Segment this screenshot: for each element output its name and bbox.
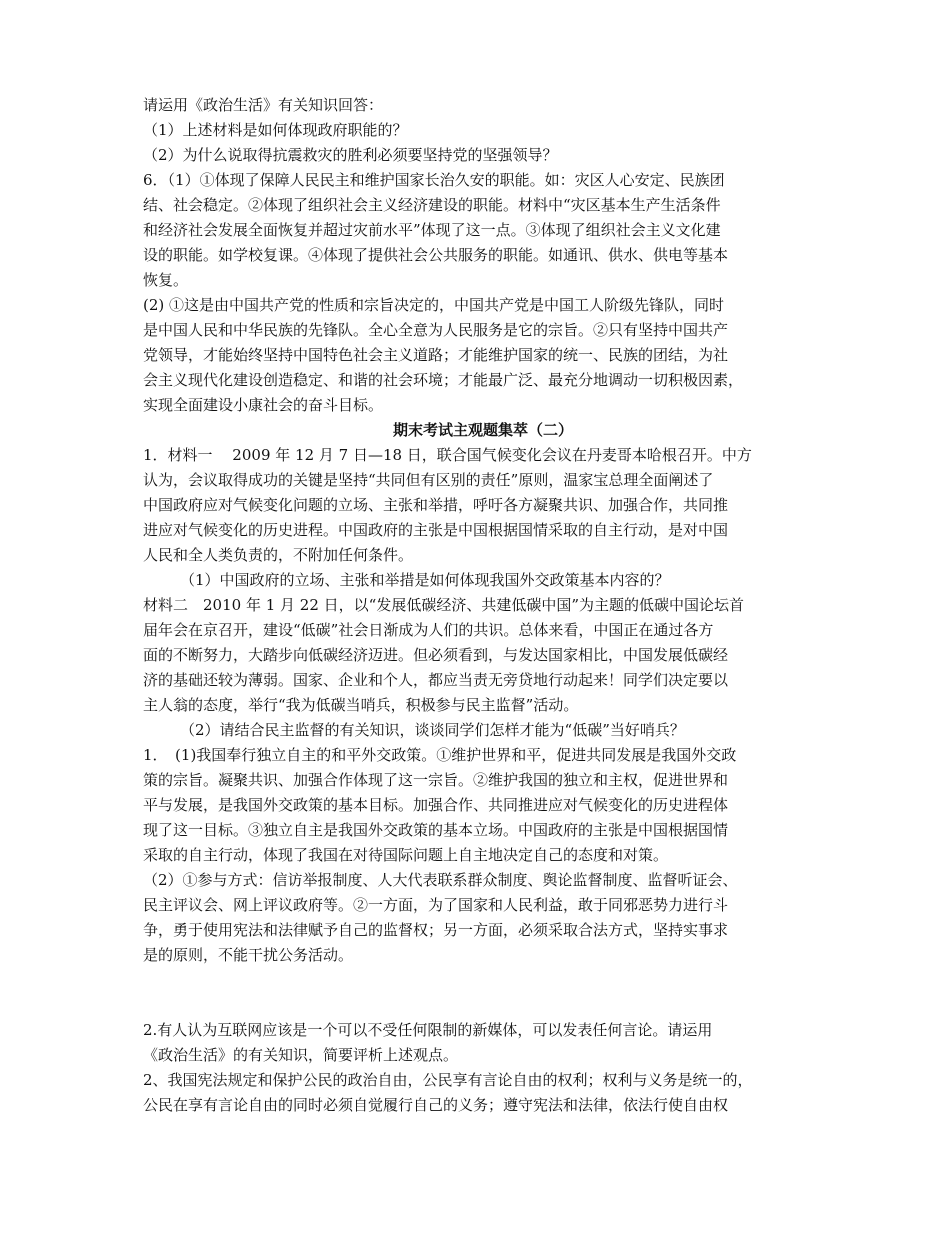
text-line: 公民在享有言论自由的同时必须自觉履行自己的义务；遵守宪法和法律，依法行使自由权 xyxy=(143,1096,729,1114)
text-line: 2、我国宪法规定和保护公民的政治自由，公民享有言论自由的权利；权利与义务是统一的， xyxy=(143,1071,753,1089)
text-line: 济的基础还较为薄弱。国家、企业和个人，都应当责无旁贷地行动起来！同学们决定要以 xyxy=(143,671,729,689)
spacer xyxy=(143,968,823,1018)
text-line: 中国政府应对气候变化问题的立场、主张和举措，呼吁各方凝聚共识、加强合作，共同推 xyxy=(143,496,729,514)
text-line: 1． (1)我国奉行独立自主的和平外交政策。①维护世界和平，促进共同发展是我国外交政 xyxy=(143,746,737,764)
text-line: （2）①参与方式：信访举报制度、人大代表联系群众制度、舆论监督制度、监督听证会、 xyxy=(143,871,738,889)
text-line: 设的职能。如学校复课。④体现了提供社会公共服务的职能。如通讯、供水、供电等基本 xyxy=(143,246,729,264)
text-line: （2）为什么说取得抗震救灾的胜利必须要坚持党的坚强领导？ xyxy=(143,146,558,164)
text-line: 策的宗旨。凝聚共识、加强合作体现了这一宗旨。②维护我国的独立和主权，促进世界和 xyxy=(143,771,729,789)
text-line: 结、社会稳定。②体现了组织社会主义经济建设的职能。材料中“灾区基本生产生活条件 xyxy=(143,196,721,214)
section-title: 期末考试主观题集萃（二） xyxy=(392,421,573,439)
text-line: 实现全面建设小康社会的奋斗目标。 xyxy=(143,396,384,414)
text-line: 1．材料一 2009 年 12 月 7 日—18 日，联合国气候变化会议在丹麦哥本哈根召开。中方 xyxy=(143,446,752,464)
text-line: (2) ①这是由中国共产党的性质和宗旨决定的，中国共产党是中国工人阶级先锋队，同时 xyxy=(143,296,725,314)
text-line: 现了这一目标。③独立自主是我国外交政策的基本立场。中国政府的主张是中国根据国情 xyxy=(143,821,729,839)
text-line: 届年会在京召开，建设“低碳”社会日渐成为人们的共识。总体来看，中国正在通过各方 xyxy=(143,621,714,639)
answer-section-1 xyxy=(143,743,823,968)
text-line: 平与发展，是我国外交政策的基本目标。加强合作、共同推进应对气候变化的历史进程体 xyxy=(143,796,729,814)
text-line: 进应对气候变化的历史进程。中国政府的主张是中国根据国情采取的自主行动，是对中国 xyxy=(143,521,729,539)
question-1-part-1: （1）中国政府的立场、主张和举措是如何体现我国外交政策基本内容的？ xyxy=(180,571,670,589)
question-2-section xyxy=(143,1018,823,1118)
text-line: 面的不断努力，大踏步向低碳经济迈进。但必须看到，与发达国家相比，中国发展低碳经 xyxy=(143,646,729,664)
text-line: 材料二 2010 年 1 月 22 日，以“发展低碳经济、共建低碳中国”为主题的低碳中国论坛首 xyxy=(143,596,744,614)
answer-section-6 xyxy=(143,93,823,418)
text-line: 民主评议会、网上评议政府等。②一方面，为了国家和人民利益，敢于同邪恶势力进行斗 xyxy=(143,896,729,914)
question-1-material-1 xyxy=(143,443,823,568)
text-line: 是中国人民和中华民族的先锋队。全心全意为人民服务是它的宗旨。②只有坚持中国共产 xyxy=(143,321,729,339)
text-line: 人民和全人类负责的，不附加任何条件。 xyxy=(143,546,414,564)
document-page xyxy=(143,93,823,1118)
question-1-part-2: （2）请结合民主监督的有关知识，谈谈同学们怎样才能为“低碳”当好哨兵？ xyxy=(180,721,685,739)
text-line: 恢复。 xyxy=(143,271,189,289)
question-1-material-2 xyxy=(143,593,823,718)
text-line: （1）上述材料是如何体现政府职能的？ xyxy=(143,121,408,139)
text-line: 是的原则，不能干扰公务活动。 xyxy=(143,946,354,964)
text-line: 和经济社会发展全面恢复并超过灾前水平”体现了这一点。③体现了组织社会主义文化建 xyxy=(143,221,721,239)
text-line: 2.有人认为互联网应该是一个可以不受任何限制的新媒体，可以发表任何言论。请运用 xyxy=(143,1021,713,1039)
text-line: 采取的自主行动，体现了我国在对待国际问题上自主地决定自己的态度和对策。 xyxy=(143,846,669,864)
text-line: 6．（1）①体现了保障人民民主和维护国家长治久安的职能。如：灾区人心安定、民族团 xyxy=(143,171,725,189)
text-line: 党领导，才能始终坚持中国特色社会主义道路；才能维护国家的统一、民族的团结，为社 xyxy=(143,346,729,364)
text-line: 争，勇于使用宪法和法律赋予自己的监督权；另一方面，必须采取合法方式，坚持实事求 xyxy=(143,921,729,939)
text-line: 认为，会议取得成功的关键是坚持“共同但有区别的责任”原则，温家宝总理全面阐述了 xyxy=(143,471,714,489)
text-line: 主人翁的态度，举行“我为低碳当哨兵，积极参与民主监督”活动。 xyxy=(143,696,579,714)
text-line: 《政治生活》的有关知识，简要评析上述观点。 xyxy=(143,1046,459,1064)
text-line: 请运用《政治生活》有关知识回答： xyxy=(143,96,384,114)
text-line: 会主义现代化建设创造稳定、和谐的社会环境；才能最广泛、最充分地调动一切积极因素， xyxy=(143,371,744,389)
